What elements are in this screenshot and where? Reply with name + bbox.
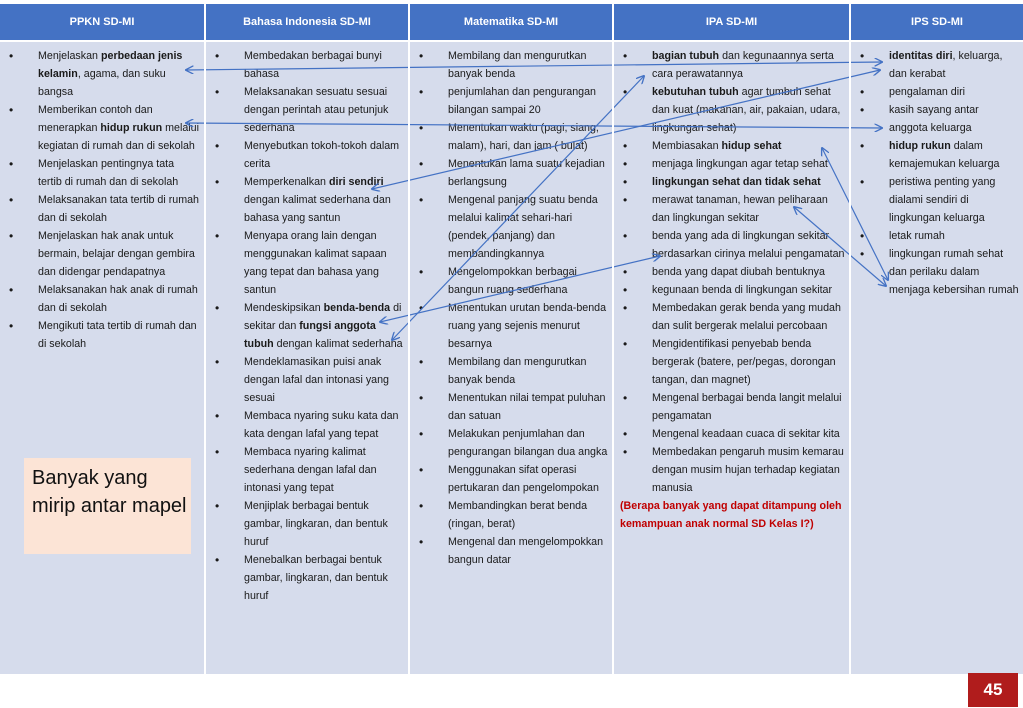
page-number — [968, 673, 1018, 707]
header-ips — [851, 4, 1023, 40]
list-item — [206, 497, 404, 551]
header-label: Matematika SD-MI — [463, 16, 559, 28]
item-text: Menentukan nilai tempat puluhan dan satuan — [448, 392, 606, 422]
header-label: IPA SD-MI — [705, 16, 758, 28]
list-item — [614, 443, 845, 497]
item-text: Melakukan penjumlahan dan pengurangan bilangan dua angka — [448, 428, 608, 458]
item-text: Menyapa orang lain dengan menggunakan kalimat sapaan yang tepat dan bahasa yang santun — [244, 230, 387, 296]
list-item — [206, 443, 404, 497]
item-text: Menentukan urutan benda-benda ruang yang sejenis menurut besarnya — [448, 302, 607, 350]
emphasis-text: hidup rukun — [100, 122, 163, 134]
item-text: Mendeskipsikan — [244, 302, 324, 314]
item-text: letak rumah — [889, 230, 945, 242]
emphasis-text: perbedaan jenis kelamin — [38, 50, 183, 80]
list-item — [0, 191, 200, 227]
item-text: Mengikuti tata tertib di rumah dan di sekolah — [38, 320, 197, 350]
item-text: Melaksanakan hak anak di rumah dan di sekolah — [38, 284, 198, 314]
item-text: Membiasakan — [652, 140, 722, 152]
item-text: Membandingkan berat benda (ringan, berat) — [448, 500, 588, 530]
list-item — [206, 137, 404, 173]
list-item — [0, 155, 200, 191]
item-text: Menjelaskan pentingnya tata tertib di rumah dan di sekolah — [38, 158, 179, 188]
item-text: kasih sayang antar anggota keluarga — [889, 104, 979, 134]
list-item — [614, 425, 845, 443]
item-text: Mengelompokkan berbagai bangun ruang sederhana — [448, 266, 577, 296]
callout-box — [24, 458, 191, 554]
list-item — [851, 173, 1019, 227]
list-item — [851, 47, 1019, 83]
list-item — [851, 83, 1019, 101]
item-text: Menggunakan sifat operasi pertukaran dan pengelompokan — [448, 464, 599, 494]
item-text: Memperkenalkan — [244, 176, 329, 188]
item-text: merawat tanaman, hewan peliharaan dan lingkungan sekitar — [652, 194, 828, 224]
list-item — [851, 245, 1019, 299]
item-text: kegunaan benda di lingkungan sekitar — [652, 284, 833, 296]
item-text: Mengenal panjang suatu benda melalui kalimat sehari-hari (pendek, panjang) dan membandingkannya — [448, 194, 598, 260]
header-bahasa — [206, 4, 408, 40]
list-item — [410, 425, 608, 461]
item-text: Mendeklamasikan puisi anak dengan lafal dan intonasi yang sesuai — [244, 356, 389, 404]
item-text: Membilang dan mengurutkan banyak benda — [448, 356, 587, 386]
column-matematika — [410, 42, 612, 674]
emphasis-text: benda-benda — [323, 302, 391, 314]
item-text: Menjelaskan — [38, 50, 101, 62]
item-text: dengan kalimat sederhana dan bahasa yang santun — [244, 194, 391, 224]
list-item — [206, 353, 404, 407]
header-label: Bahasa Indonesia SD-MI — [243, 16, 371, 28]
emphasis-text: hidup rukun — [889, 140, 951, 152]
column-ips — [851, 42, 1023, 674]
list-item — [0, 317, 200, 353]
list-item — [410, 83, 608, 119]
question-note: (Berapa banyak yang dapat ditampung oleh kemampuan anak normal SD Kelas I?) — [620, 500, 842, 530]
item-text: Mengenal dan mengelompokkan bangun datar — [448, 536, 604, 566]
header-label: PPKN SD-MI — [69, 16, 135, 28]
list-item — [614, 263, 845, 281]
list-item — [614, 137, 845, 155]
list-item — [614, 83, 845, 137]
list-item — [206, 173, 404, 227]
list-item — [614, 389, 845, 425]
emphasis-text: hidup sehat — [721, 140, 782, 152]
list-item — [206, 83, 404, 137]
item-text: Membaca nyaring kalimat sederhana dengan lafal dan intonasi yang tepat — [244, 446, 377, 494]
item-text: Melaksanakan tata tertib di rumah dan di sekolah — [38, 194, 199, 224]
header-ipa — [614, 4, 849, 40]
list-item — [410, 353, 608, 389]
list-item — [614, 47, 845, 83]
list-item — [614, 281, 845, 299]
item-text: Membedakan gerak benda yang mudah dan sulit bergerak melalui percobaan — [652, 302, 841, 332]
item-text: Menentukan lama suatu kejadian berlangsung — [448, 158, 605, 188]
page-number-label: 45 — [983, 680, 1003, 699]
list-item — [410, 299, 608, 353]
item-text: penjumlahan dan pengurangan bilangan sampai 20 — [448, 86, 596, 116]
list-item — [410, 263, 608, 299]
list-item — [410, 47, 608, 83]
header-label: IPS SD-MI — [911, 16, 963, 28]
item-text: Membilang dan mengurutkan banyak benda — [448, 50, 587, 80]
list-item — [0, 101, 200, 155]
list-item — [206, 407, 404, 443]
item-text: Menentukan waktu (pagi, siang, malam), hari, dan jam ( bulat) — [448, 122, 599, 152]
item-text: Mengidentifikasi penyebab benda bergerak (batere, per/pegas, dorongan tangan, dan magnet) — [652, 338, 836, 386]
item-text: peristiwa penting yang dialami sendiri di lingkungan keluarga — [889, 176, 996, 224]
item-text: melalui kegiatan di rumah dan di sekolah — [38, 122, 199, 152]
list-item — [206, 551, 404, 605]
list-item — [410, 119, 608, 155]
list-item — [851, 227, 1019, 245]
item-text: , keluarga, dan kerabat — [889, 50, 1003, 80]
emphasis-text: identitas diri — [889, 50, 953, 62]
column-ppkn — [0, 42, 204, 674]
list-item — [206, 47, 404, 83]
list-item — [410, 191, 608, 263]
column-bahasa — [206, 42, 408, 674]
emphasis-text: fungsi anggota tubuh — [244, 320, 376, 350]
column-divider — [204, 4, 206, 674]
item-text: lingkungan rumah sehat dan perilaku dalam menjaga kebersihan rumah — [889, 248, 1019, 296]
column-divider — [849, 4, 851, 674]
column-ipa — [614, 42, 849, 674]
column-divider — [612, 4, 614, 674]
emphasis-text: kebutuhan tubuh — [652, 86, 739, 98]
item-text: di sekitar dan — [244, 302, 402, 332]
item-text: benda yang ada di lingkungan sekitar berdasarkan cirinya melalui pengamatan — [652, 230, 845, 260]
list-item — [0, 281, 200, 317]
list-item — [614, 299, 845, 335]
list-item — [614, 155, 845, 173]
header-matematika — [410, 4, 612, 40]
item-text: Menyebutkan tokoh-tokoh dalam cerita — [244, 140, 400, 170]
item-text: dan kegunaannya serta cara perawatannya — [652, 50, 834, 80]
list-item — [614, 173, 845, 191]
list-item — [410, 389, 608, 425]
item-text: Menebalkan berbagai bentuk gambar, lingkaran, dan bentuk huruf — [244, 554, 388, 602]
list-item — [206, 227, 404, 299]
emphasis-text: lingkungan sehat dan tidak sehat — [652, 176, 821, 188]
list-item — [410, 497, 608, 533]
item-text: Membedakan pengaruh musim kemarau dengan musim hujan terhadap kegiatan manusia — [652, 446, 844, 494]
list-item — [614, 335, 845, 389]
list-item — [410, 461, 608, 497]
list-item — [851, 137, 1019, 173]
item-text: dengan kalimat sederhana — [273, 338, 403, 350]
callout-text: Banyak yang mirip antar mapel — [32, 467, 187, 517]
list-item — [0, 227, 200, 281]
item-text: Menjelaskan hak anak untuk bermain, belajar dengan gembira dan didengar pendapatnya — [38, 230, 195, 278]
item-text: Membaca nyaring suku kata dan kata dengan lafal yang tepat — [244, 410, 399, 440]
list-item — [410, 155, 608, 191]
list-item — [614, 191, 845, 227]
item-text: pengalaman diri — [889, 86, 966, 98]
item-text: Memberikan contoh dan menerapkan — [38, 104, 153, 134]
list-item — [206, 299, 404, 353]
item-text: Menjiplak berbagai bentuk gambar, lingkaran, dan bentuk huruf — [244, 500, 388, 548]
item-text: , agama, dan suku bangsa — [38, 68, 166, 98]
item-text: Membedakan berbagai bunyi bahasa — [244, 50, 382, 80]
list-item — [614, 227, 845, 263]
header-ppkn — [0, 4, 204, 40]
column-divider — [408, 4, 410, 674]
item-text: menjaga lingkungan agar tetap sehat — [652, 158, 828, 170]
list-item — [851, 101, 1019, 137]
item-text: agar tumbuh sehat dan kuat (makanan, air, pakaian, udara, lingkungan sehat) — [652, 86, 841, 134]
item-text: benda yang dapat diubah bentuknya — [652, 266, 825, 278]
emphasis-text: diri sendiri — [328, 176, 384, 188]
item-text: Mengenal keadaan cuaca di sekitar kita — [652, 428, 840, 440]
list-item — [0, 47, 200, 101]
item-text: Melaksanakan sesuatu sesuai dengan perintah atau petunjuk sederhana — [244, 86, 389, 134]
item-text: Mengenal berbagai benda langit melalui pengamatan — [652, 392, 842, 422]
list-item — [410, 533, 608, 569]
emphasis-text: bagian tubuh — [652, 50, 720, 62]
item-text: dalam kemajemukan keluarga — [889, 140, 1000, 170]
